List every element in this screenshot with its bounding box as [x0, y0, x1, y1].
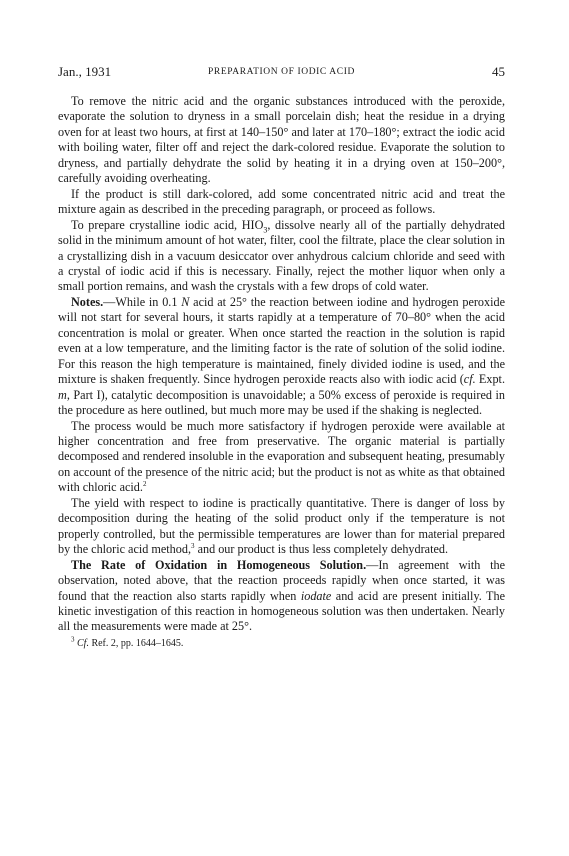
paragraph-rate-of-oxidation [58, 558, 505, 635]
paragraph-crystalline-iodic-acid [58, 218, 505, 295]
footnote-ref-2: 2 [142, 480, 147, 489]
p3-text-b: , dissolve nearly all of the partially dehydrated solid in the minimum amount of hot water, filter, cool the filtrate, place the clear solution in a crystallizing dish in a vacuum desiccator over anhydrous calcium chloride and seed with a crystal of iodic acid if this is necessary. Finally, reject the mother liquor when only a small portion remains, and wash the crystals with a few drops of cold water. [58, 217, 506, 294]
header-date: Jan., 1931 [58, 64, 112, 79]
p3-text-a: To prepare crystalline iodic acid, HIO [71, 217, 264, 232]
paragraph-yield [58, 496, 505, 558]
header-title: PREPARATION OF IODIC ACID [208, 67, 355, 77]
notes-text-a: —While in 0.1 [103, 294, 182, 309]
p7-text-b: and acid are present initially. The kinetic investigation of this reaction in homogeneous solution was then undertaken. Nearly all the measurements were made at 25°. [58, 588, 505, 634]
p7-text-a: —In agreement with the observation, noted above, that the reaction proceeds rapidly when once started, it was found that the reaction also starts rapidly when [58, 557, 505, 603]
footnote-cf: Cf. [77, 637, 89, 649]
p5-text: The process would be much more satisfactory if hydrogen peroxide were available at higher concentration and free from preservative. The organic material is partially decomposed and rendered insoluble in the evaporation and subsequent heating, presumably on account of the presence of the nitric acid; but the product is not as white as that obtained with chloric acid. [58, 418, 505, 495]
paragraph-notes [58, 295, 505, 419]
notes-text-b: acid at 25° the reaction between iodine and hydrogen peroxide will not start for several hours, it starts rapidly at a temperature of 70–80° when the acid concentration is molal or greater. When once started the reaction in the solution is rapid even at a low temperature, and the limiting factor is the rate of solution of the solid iodine. For this reason the high temperature is maintained, finely divided iodine is used, and the mixture is shaken frequently. Since hydrogen peroxide reacts also with iodic acid ( [58, 294, 505, 387]
p6-text-b: and our product is thus less completely dehydrated. [194, 542, 449, 557]
notes-lead: Notes. [71, 294, 104, 309]
section-heading: The Rate of Oxidation in Homogeneous Solution. [71, 557, 367, 572]
paragraph-evaporation: To remove the nitric acid and the organic substances introduced with the peroxide, evaporate the solution to dryness in a small porcelain dish; heat the residue in a drying oven for at least two hours, at first at 140–150° and later at 170–180°; extract the iodic acid with boiling water, filter off and reject the dark-colored residue. Evaporate the solution to dryness, and partially dehydrate the solid by heating it in a drying oven at 150–200°, carefully avoiding overheating. [58, 94, 505, 186]
notes-normality: N [181, 294, 190, 309]
p3-subscript: 3 [263, 225, 268, 235]
footnote-text: Ref. 2, pp. 1644–1645. [88, 637, 184, 649]
journal-page [58, 64, 505, 650]
footnote [58, 637, 505, 650]
p7-iodate: iodate [300, 588, 332, 603]
paragraph-process [58, 419, 505, 496]
notes-expt-m: m [58, 387, 67, 402]
notes-text-d: , Part I), catalytic decomposition is unavoidable; a 50% excess of peroxide is required in the procedure as here outlined, but much more may be used if the shaking is neglected. [58, 387, 505, 418]
footnote-mark: 3 [71, 635, 75, 644]
p6-text-a: The yield with respect to iodine is practically quantitative. There is danger of loss by decomposition during the heating of the solid product only if the temperature is not properly controlled, but the permissible temperatures are lower than for material prepared by the chloric acid method, [58, 495, 505, 557]
footnote-ref-3: 3 [191, 542, 195, 551]
page-number: 45 [492, 64, 505, 79]
running-head [58, 64, 505, 80]
notes-cf: cf. [463, 372, 476, 387]
notes-text-c: Expt. [475, 372, 505, 387]
paragraph-dark-product: If the product is still dark-colored, add some concentrated nitric acid and treat the mixture again as described in the preceding paragraph, or proceed as follows. [58, 186, 505, 217]
